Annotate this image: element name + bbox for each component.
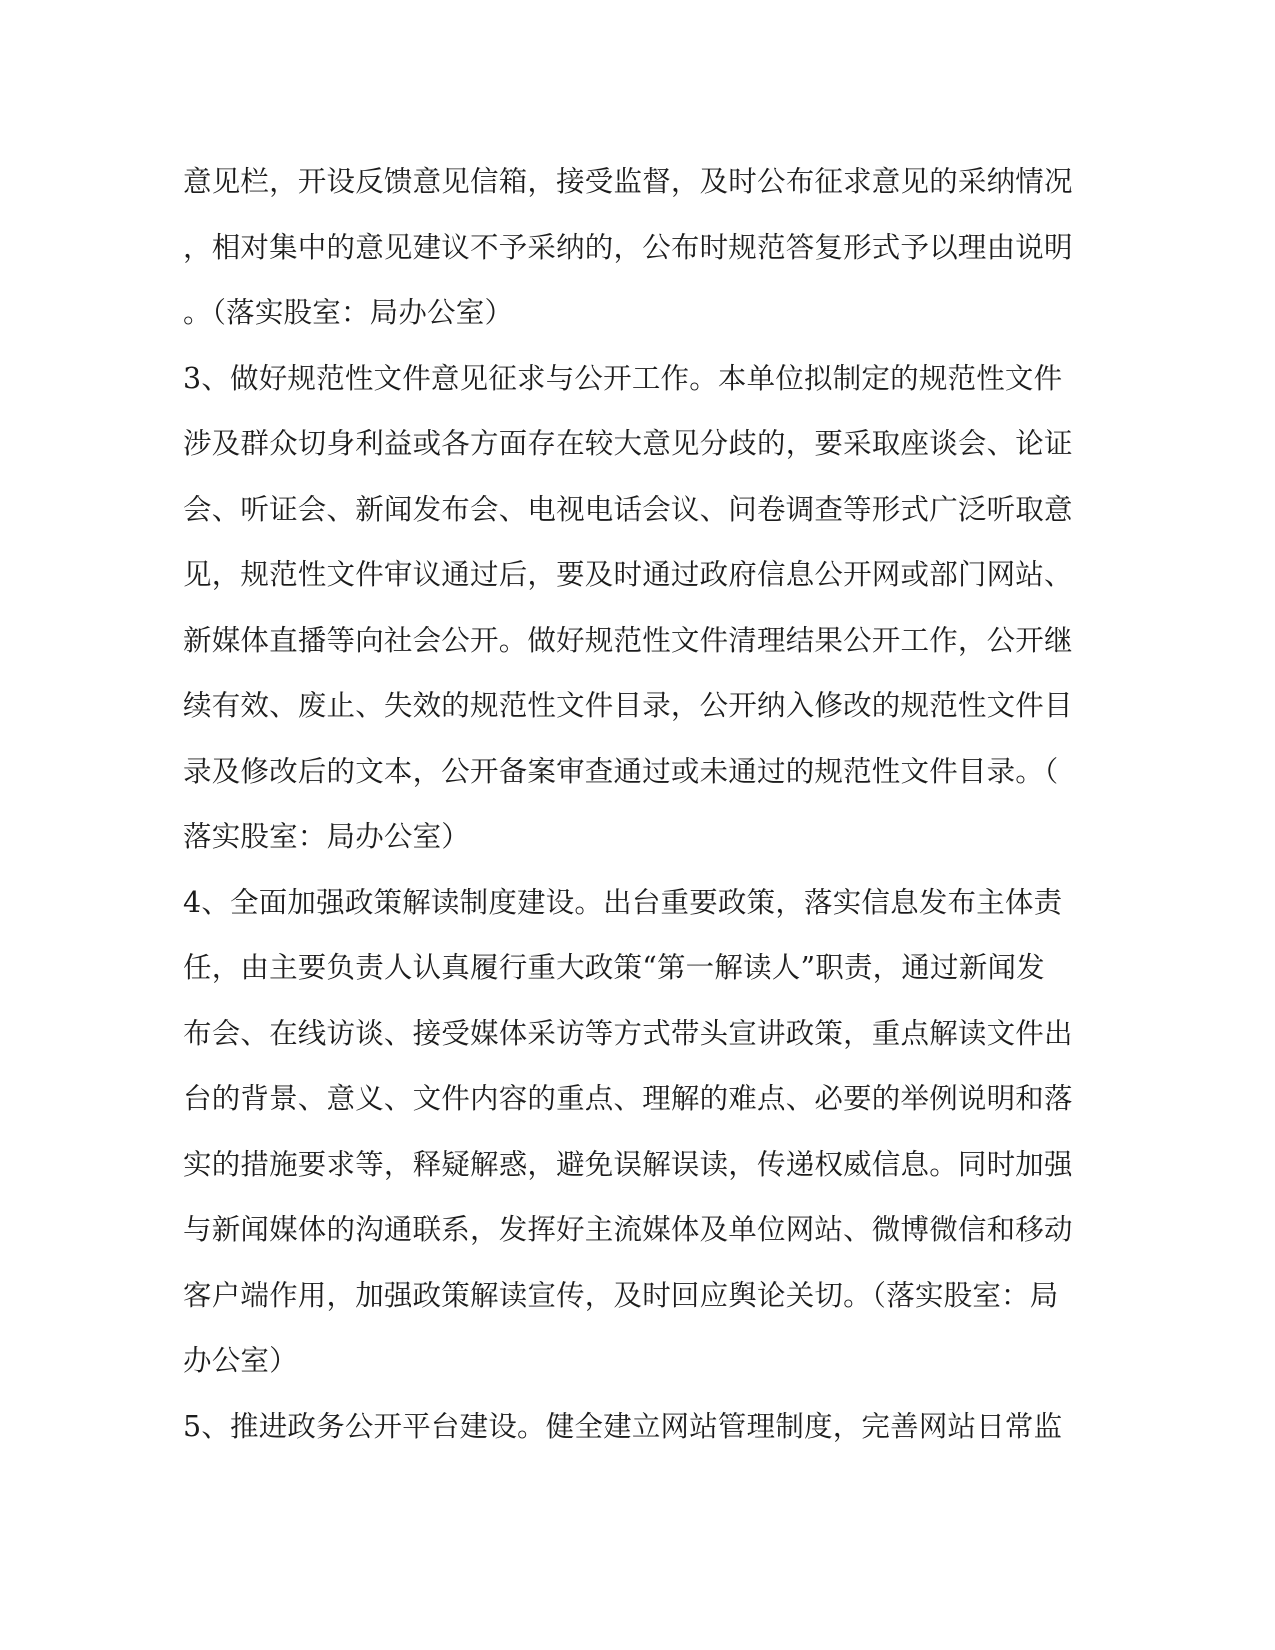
text-line: 续有效、废止、失效的规范性文件目录，公开纳入修改的规范性文件目 bbox=[183, 689, 1073, 722]
body-text bbox=[183, 162, 1083, 1472]
text-line: 涉及群众切身利益或各方面存在较大意见分歧的，要采取座谈会、论证 bbox=[183, 427, 1073, 460]
text-line: 落实股室：局办公室） bbox=[183, 820, 471, 853]
text-line: 意见栏，开设反馈意见信箱，接受监督，及时公布征求意见的采纳情况 bbox=[183, 165, 1073, 198]
text-line: 5、推进政务公开平台建设。健全建立网站管理制度，完善网站日常监 bbox=[183, 1409, 1063, 1443]
text-line: 新媒体直播等向社会公开。做好规范性文件清理结果公开工作，公开继 bbox=[183, 623, 1073, 657]
text-line: 会、听证会、新闻发布会、电视电话会议、问卷调查等形式广泛听取意 bbox=[183, 492, 1073, 526]
text-line: 布会、在线访谈、接受媒体采访等方式带头宣讲政策，重点解读文件出 bbox=[183, 1016, 1073, 1050]
text-line: 台的背景、意义、文件内容的重点、理解的难点、必要的举例说明和落 bbox=[183, 1082, 1073, 1115]
text-line: 与新闻媒体的沟通联系，发挥好主流媒体及单位网站、微博微信和移动 bbox=[183, 1213, 1073, 1246]
text-line: 任，由主要负责人认真履行重大政策“第一解读人”职责，通过新闻发 bbox=[183, 951, 1045, 984]
text-line: 实的措施要求等，释疑解惑，避免误解误读，传递权威信息。同时加强 bbox=[183, 1147, 1073, 1181]
text-line: 4、全面加强政策解读制度建设。出台重要政策，落实信息发布主体责 bbox=[183, 885, 1063, 919]
text-line: ，相对集中的意见建议不予采纳的，公布时规范答复形式予以理由说明 bbox=[183, 230, 1073, 264]
text-line: 办公室） bbox=[183, 1344, 298, 1377]
text-line: 见，规范性文件审议通过后，要及时通过政府信息公开网或部门网站、 bbox=[183, 558, 1073, 591]
text-line: 客户端作用，加强政策解读宣传，及时回应舆论关切。（落实股室：局 bbox=[183, 1278, 1059, 1312]
text-line: 3、做好规范性文件意见征求与公开工作。本单位拟制定的规范性文件 bbox=[183, 361, 1063, 395]
text-line: 录及修改后的文本，公开备案审查通过或未通过的规范性文件目录。（ bbox=[183, 754, 1059, 788]
text-line: 。（落实股室：局办公室） bbox=[183, 296, 514, 329]
